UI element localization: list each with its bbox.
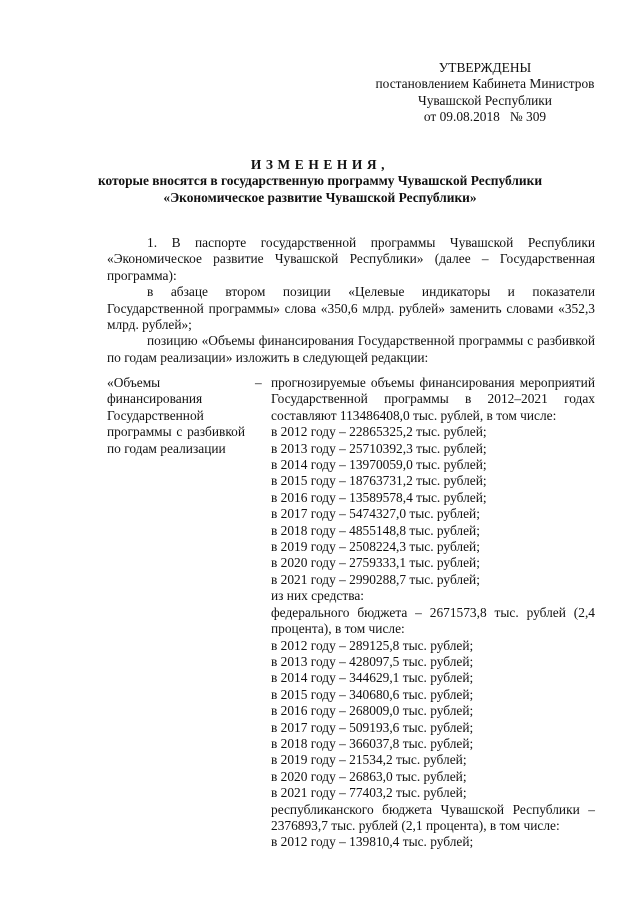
republic-year-2012: в 2012 году – 139810,4 тыс. рублей; [271,834,474,850]
federal-budget-intro: федерального бюджета – 2671573,8 тыс. рублей (2,4 процента), в том числе: [271,604,595,637]
federal-year-2014: в 2014 году – 344629,1 тыс. рублей; [271,670,474,686]
republic-budget-intro: республиканского бюджета Чувашской Республики – 2376893,7 тыс. рублей (2,1 процента), в том числе: [271,801,595,833]
paragraph-1: 1. В паспорте государственной программы Чувашской Республики «Экономическое развитие Чувашской Республики» (далее – Государственная программа): [107,235,595,283]
paragraph-2: в абзаце втором позиции «Целевые индикаторы и показатели Государственной программы» слова «350,6 млрд. рублей» заменить словами «352,3 млрд. рублей»; [107,284,595,333]
total-year-2021: в 2021 году – 2990288,7 тыс. рублей; [271,571,480,587]
federal-year-2015: в 2015 году – 340680,6 тыс. рублей; [271,686,474,702]
total-year-2013: в 2013 году – 25710392,3 тыс. рублей; [271,440,487,456]
total-year-2014: в 2014 году – 13970059,0 тыс. рублей; [271,457,487,473]
document-subtitle-line-1: которые вносятся в государственную программу Чувашской Республики [97,173,543,189]
federal-year-2012: в 2012 году – 289125,8 тыс. рублей; [271,637,474,653]
federal-year-2020: в 2020 году – 26863,0 тыс. рублей; [271,768,467,784]
approval-region: Чувашской Республики [418,92,552,108]
federal-year-2016: в 2016 году – 268009,0 тыс. рублей; [271,703,474,719]
position-value-cell [271,375,595,851]
position-name-cell [107,375,245,457]
federal-year-2019: в 2019 году – 21534,2 тыс. рублей; [271,752,467,768]
paragraph-3: позицию «Объемы финансирования Государственной программы с разбивкой по годам реализации» изложить в следующей редакции: [107,333,595,365]
total-year-2015: в 2015 году – 18763731,2 тыс. рублей; [271,473,487,489]
total-year-2020: в 2020 году – 2759333,1 тыс. рублей; [271,555,480,571]
approval-date-number: от 09.08.2018 № 309 [423,109,547,125]
federal-year-2018: в 2018 году – 366037,8 тыс. рублей; [271,735,474,751]
federal-year-2013: в 2013 году – 428097,5 тыс. рублей; [271,653,474,669]
total-year-2018: в 2018 году – 4855148,8 тыс. рублей; [271,522,480,538]
amendment-intro [107,235,595,366]
total-year-2019: в 2019 году – 2508224,3 тыс. рублей; [271,539,480,555]
federal-year-2017: в 2017 году – 509193,6 тыс. рублей; [271,719,474,735]
position-dash: – [255,375,262,390]
total-year-2017: в 2017 году – 5474327,0 тыс. рублей; [271,506,480,522]
of-them-label: из них средства: [271,588,365,604]
approval-authority: постановлением Кабинета Министров [375,76,595,92]
document-subtitle-line-2: «Экономическое развитие Чувашской Республики» [163,189,477,205]
position-name: «Объемы финансирования Государственной программы с разбивкой по годам реализации [107,375,245,456]
approval-block [360,60,610,126]
total-year-2012: в 2012 году – 22865325,2 тыс. рублей; [271,424,487,440]
approval-status: УТВЕРЖДЕНЫ [438,60,532,75]
document-title: ИЗМЕНЕНИЯ, [250,157,390,172]
document-heading [60,157,580,206]
funding-total-intro: прогнозируемые объемы финансирования мероприятий Государственной программы в 2012–2021 годах составляют 113486408,0 тыс. рублей, в том числе: [271,375,595,423]
total-year-2016: в 2016 году – 13589578,4 тыс. рублей; [271,489,487,505]
federal-year-2021: в 2021 году – 77403,2 тыс. рублей; [271,785,467,801]
